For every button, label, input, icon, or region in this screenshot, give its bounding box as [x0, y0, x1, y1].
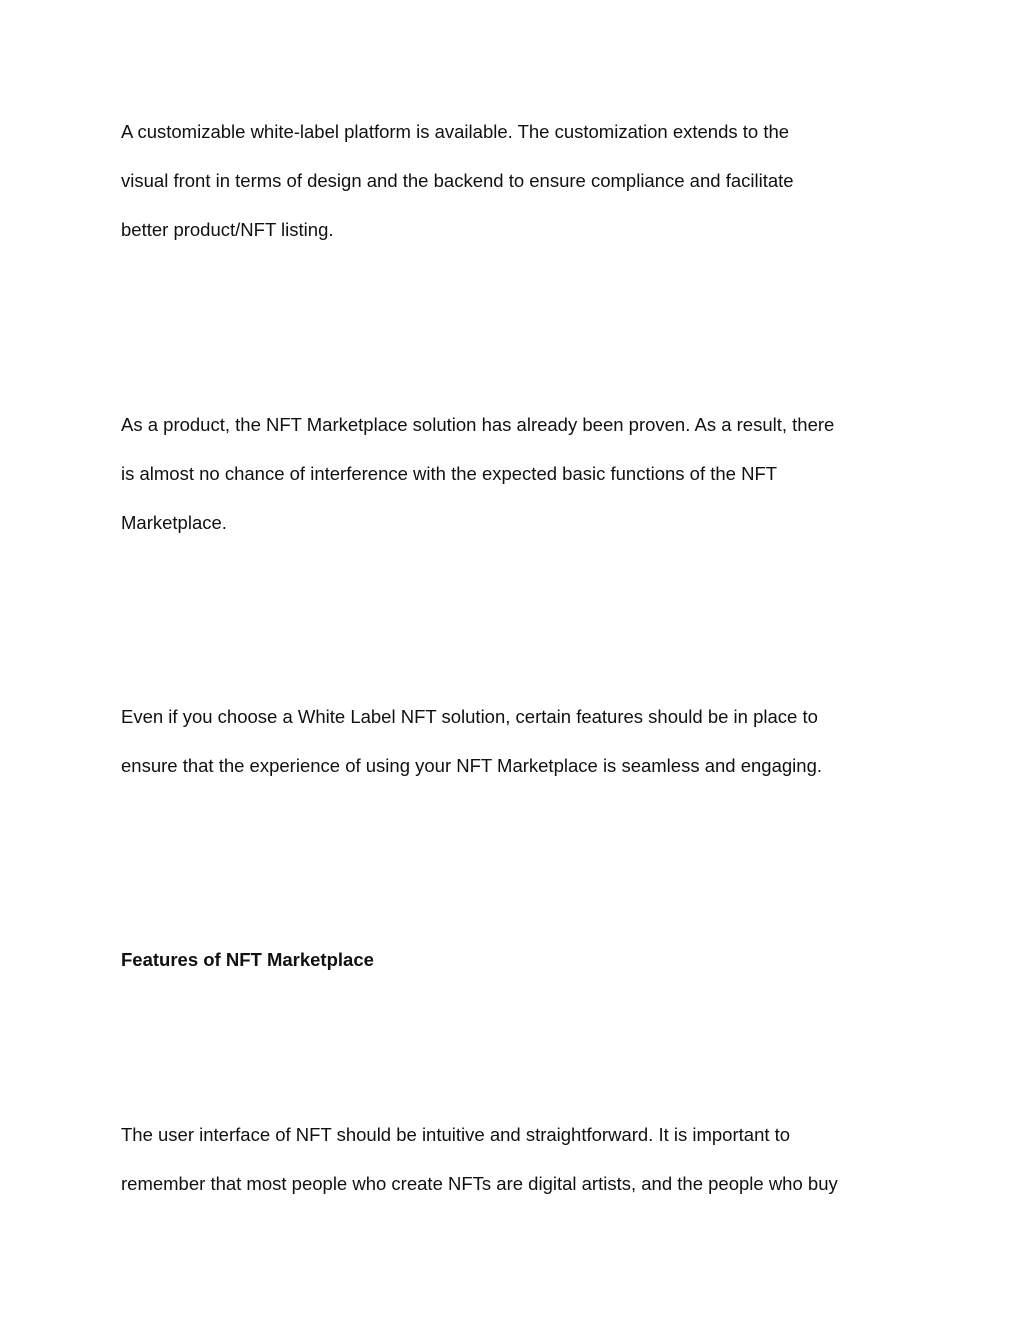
- paragraph-1-line-3: better product/NFT listing.: [121, 219, 334, 240]
- paragraph-4-line-2: remember that most people who create NFTs are digital artists, and the people who buy: [121, 1173, 838, 1194]
- paragraph-2-line-3: Marketplace.: [121, 512, 227, 533]
- paragraph-3-line-1: Even if you choose a White Label NFT solution, certain features should be in place to: [121, 706, 818, 727]
- paragraph-1-line-1: A customizable white-label platform is available. The customization extends to the: [121, 121, 790, 142]
- paragraph-4-line-1: The user interface of NFT should be intuitive and straightforward. It is important to: [121, 1124, 791, 1145]
- paragraph-2-line-1: As a product, the NFT Marketplace solution has already been proven. As a result, there: [121, 414, 835, 435]
- paragraph-1-line-2: visual front in terms of design and the backend to ensure compliance and facilitate: [121, 170, 794, 191]
- paragraph-2-line-2: is almost no chance of interference with the expected basic functions of the NFT: [121, 463, 778, 484]
- paragraph-3-line-2: ensure that the experience of using your NFT Marketplace is seamless and engaging.: [121, 755, 822, 776]
- section-heading: Features of NFT Marketplace: [121, 949, 374, 970]
